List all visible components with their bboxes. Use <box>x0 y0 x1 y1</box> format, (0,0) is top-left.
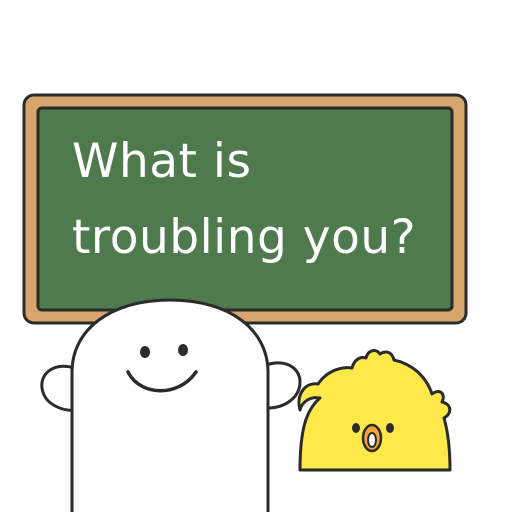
white-character-right-eye <box>178 344 188 356</box>
yellow-chick <box>299 351 450 470</box>
chick-body <box>299 351 450 470</box>
white-character <box>42 300 300 512</box>
chalkboard-text-line-2: troubling you? <box>72 210 417 265</box>
chick-left-eye <box>352 423 360 433</box>
chick-right-eye <box>386 423 394 433</box>
chalkboard-text-line-1: What is <box>72 134 252 189</box>
white-character-left-eye <box>140 346 150 358</box>
white-character-body <box>72 300 268 512</box>
chick-beak-opening <box>368 433 376 447</box>
